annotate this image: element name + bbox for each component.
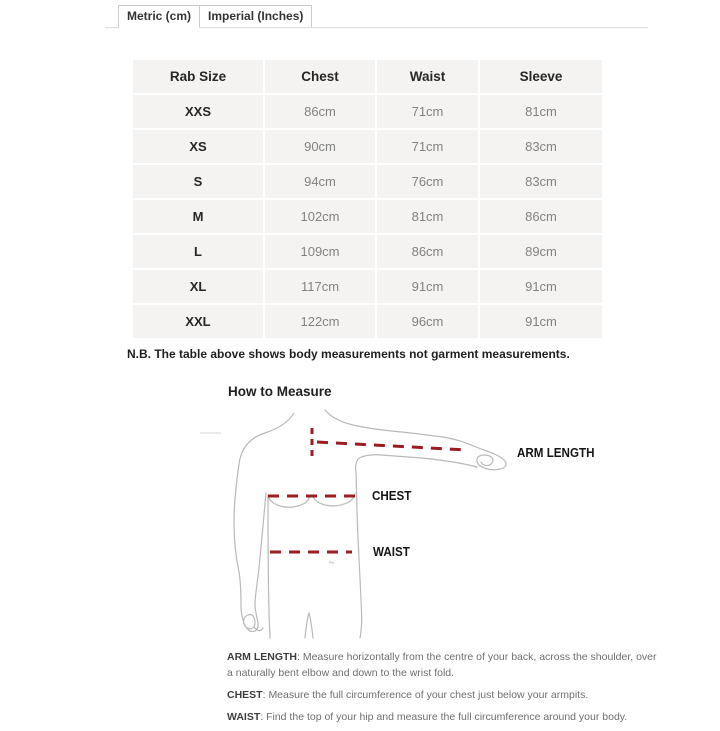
- unit-tabs: [118, 5, 312, 28]
- body-outline-crotch: [305, 613, 313, 638]
- waist-cell: 81cm: [377, 200, 478, 233]
- size-cell: XS: [133, 130, 263, 163]
- instruction-label: CHEST: [227, 689, 263, 701]
- column-header-rab-size: Rab Size: [133, 60, 263, 93]
- waist-cell: 76cm: [377, 165, 478, 198]
- waist-cell: 96cm: [377, 305, 478, 338]
- body-outline-left-hand-curl: [244, 614, 263, 630]
- navel-mark: [329, 562, 334, 563]
- waist-cell: 86cm: [377, 235, 478, 268]
- size-cell: S: [133, 165, 263, 198]
- sleeve-cell: 91cm: [480, 305, 602, 338]
- size-cell: XL: [133, 270, 263, 303]
- waist-label: WAIST: [373, 545, 410, 559]
- instruction-text: Measure the full circumference of your chest just below your armpits.: [268, 689, 589, 701]
- instruction-text: Measure horizontally from the centre of your back, across the shoulder, over a naturally bent elbow and down to the wrist fold.: [227, 651, 657, 679]
- sleeve-cell: 91cm: [480, 270, 602, 303]
- size-cell: XXS: [133, 95, 263, 128]
- body-measurements-note: N.B. The table above shows body measurements not garment measurements.: [127, 347, 570, 361]
- body-outline-thumb-hook: [477, 455, 493, 466]
- column-header-sleeve: Sleeve: [480, 60, 602, 93]
- sleeve-cell: 89cm: [480, 235, 602, 268]
- measurement-instructions: [227, 649, 665, 731]
- instruction-label: WAIST: [227, 711, 261, 723]
- body-measurement-diagram: [195, 400, 525, 650]
- body-outline-right-arm-top: [325, 410, 506, 470]
- size-cell: L: [133, 235, 263, 268]
- sleeve-cell: 86cm: [480, 200, 602, 233]
- size-table: [133, 60, 602, 338]
- chest-cell: 90cm: [265, 130, 375, 163]
- sleeve-cell: 83cm: [480, 130, 602, 163]
- size-cell: XXL: [133, 305, 263, 338]
- column-header-waist: Waist: [377, 60, 478, 93]
- instruction-label: ARM LENGTH: [227, 651, 297, 663]
- sleeve-cell: 81cm: [480, 95, 602, 128]
- body-outline-left-arm: [234, 413, 294, 632]
- tab-metric[interactable]: Metric (cm): [118, 5, 200, 28]
- chest-cell: 109cm: [265, 235, 375, 268]
- arm-length-dash-line: [317, 442, 467, 450]
- size-cell: M: [133, 200, 263, 233]
- sleeve-cell: 83cm: [480, 165, 602, 198]
- instruction-waist: [227, 709, 665, 725]
- chest-cell: 102cm: [265, 200, 375, 233]
- body-outline-chest-left: [268, 496, 310, 507]
- how-to-measure-title: How to Measure: [228, 384, 332, 399]
- chest-cell: 86cm: [265, 95, 375, 128]
- instruction-text: Find the top of your hip and measure the full circumference around your body.: [266, 711, 628, 723]
- waist-cell: 91cm: [377, 270, 478, 303]
- chest-cell: 117cm: [265, 270, 375, 303]
- arm-length-label: ARM LENGTH: [517, 446, 595, 460]
- chest-cell: 122cm: [265, 305, 375, 338]
- chest-label: CHEST: [372, 489, 412, 503]
- chest-cell: 94cm: [265, 165, 375, 198]
- body-outline-torso-left: [268, 495, 270, 638]
- column-header-chest: Chest: [265, 60, 375, 93]
- instruction-arm-length: [227, 649, 665, 681]
- instruction-separator: :: [297, 651, 300, 663]
- instruction-chest: [227, 687, 665, 703]
- instruction-separator: :: [260, 711, 264, 723]
- instruction-separator: :: [262, 689, 266, 701]
- waist-cell: 71cm: [377, 130, 478, 163]
- tab-imperial[interactable]: Imperial (Inches): [200, 5, 312, 28]
- waist-cell: 71cm: [377, 95, 478, 128]
